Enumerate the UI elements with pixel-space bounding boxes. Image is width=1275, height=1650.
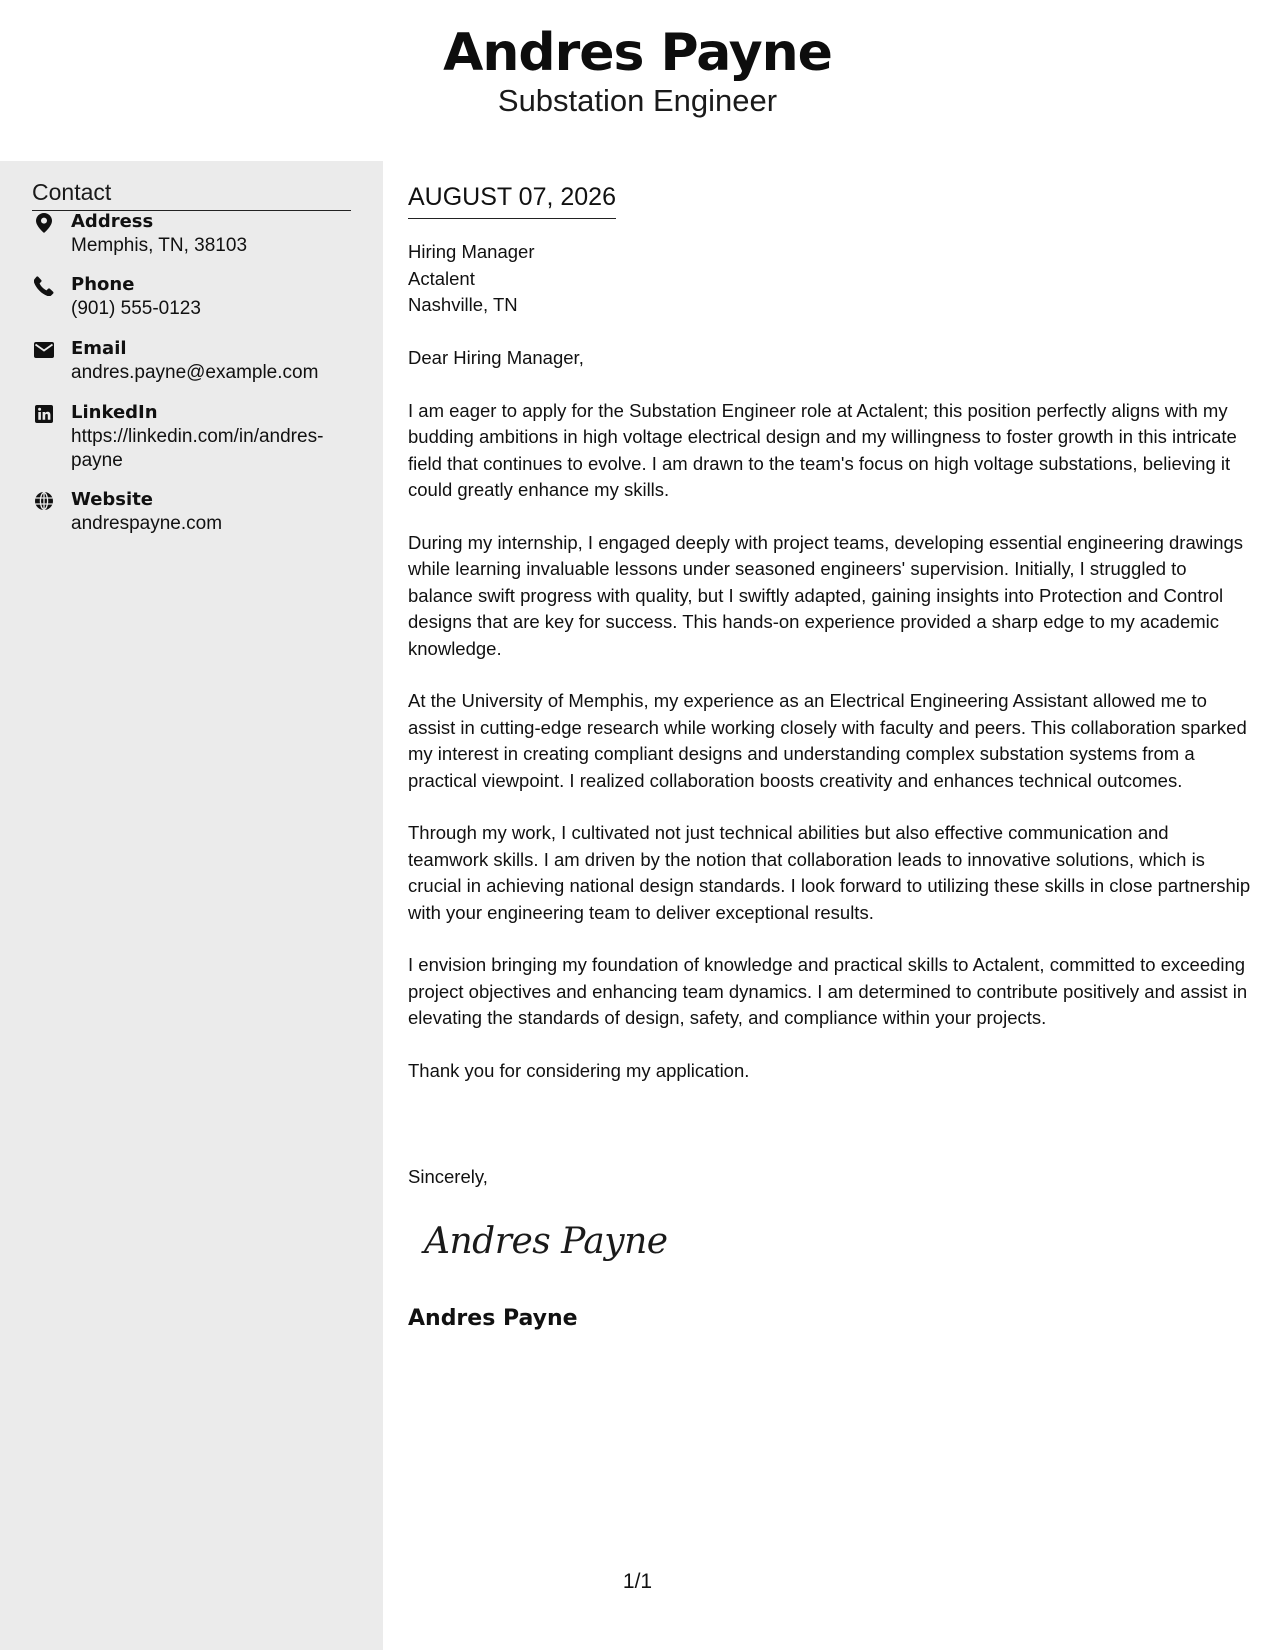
email-value[interactable]: andres.payne@example.com bbox=[71, 362, 319, 383]
contact-label: Address bbox=[71, 211, 154, 232]
website-value[interactable]: andrespayne.com bbox=[71, 513, 223, 534]
recipient-block bbox=[408, 239, 534, 319]
phone-icon bbox=[32, 274, 56, 298]
map-pin-icon bbox=[32, 211, 56, 235]
recipient-name: Hiring Manager bbox=[408, 241, 535, 262]
paragraph-intro: I am eager to apply for the Substation Engineer role at Actalent; this position perfectly aligns with my budding ambitions in high voltage electrical design and my willingness to foster growth in this intricate field that continues to evolve. I am drawn to the team's focus on high voltage substations, believing it could greatly enhance my skills. bbox=[408, 400, 1237, 501]
linkedin-value[interactable]: https://linkedin.com/in/andres-payne bbox=[71, 426, 324, 471]
letter-header bbox=[0, 0, 1275, 161]
letter-date: AUGUST 07, 2026 bbox=[408, 181, 616, 219]
paragraph-skills: Through my work, I cultivated not just technical abilities but also effective communication and teamwork skills. I am driven by the notion that collaboration leads to innovative solutions, which is crucial in achieving national design standards. I look forward to utilizing these skills in close partnership with your engineering team to deliver exceptional results. bbox=[408, 822, 1251, 923]
paragraph-university: At the University of Memphis, my experience as an Electrical Engineering Assistant allowed me to assist in cutting-edge research while working closely with faculty and peers. This collaboration sparked my interest in creating compliant designs and understanding complex substation systems from a practical viewpoint. I realized collaboration boosts creativity and enhances technical outcomes. bbox=[408, 690, 1247, 791]
contact-label: Email bbox=[71, 338, 127, 359]
paragraph-vision: I envision bringing my foundation of knowledge and practical skills to Actalent, committed to exceeding project objectives and enhancing team dynamics. I am determined to contribute positively and assist in elevating the standards of design, safety, and compliance within your projects. bbox=[408, 954, 1248, 1029]
contact-heading: Contact bbox=[32, 177, 351, 211]
paragraph-internship: During my internship, I engaged deeply with project teams, developing essential engineering drawings while learning invaluable lessons under seasoned engineers' supervision. Initially, I struggled to balance swift progress with quality, but I swiftly adapted, gaining insights into Protection and Control designs that are key for success. This hands-on experience provided a sharp edge to my academic knowledge. bbox=[408, 532, 1244, 659]
contact-label: Phone bbox=[71, 274, 135, 295]
paragraph-thanks: Thank you for considering my application. bbox=[408, 1060, 750, 1082]
linkedin-icon bbox=[32, 402, 56, 426]
salutation: Dear Hiring Manager, bbox=[408, 347, 584, 368]
page-number: 1/1 bbox=[622, 1570, 653, 1593]
phone-value: (901) 555-0123 bbox=[71, 298, 201, 319]
closing-line: Sincerely, bbox=[408, 1166, 488, 1187]
contact-label: LinkedIn bbox=[71, 402, 158, 423]
applicant-name: Andres Payne bbox=[443, 23, 832, 83]
handwritten-signature bbox=[418, 1211, 678, 1271]
globe-icon bbox=[32, 489, 56, 513]
envelope-icon bbox=[32, 338, 56, 362]
applicant-job-title: Substation Engineer bbox=[497, 83, 778, 118]
signer-name: Andres Payne bbox=[408, 1306, 578, 1331]
contact-label: Website bbox=[71, 489, 154, 510]
address-value: Memphis, TN, 38103 bbox=[71, 235, 248, 256]
recipient-company: Actalent bbox=[408, 267, 475, 289]
recipient-location: Nashville, TN bbox=[408, 294, 518, 315]
letter-paragraphs bbox=[408, 398, 1253, 1111]
contact-sidebar bbox=[0, 161, 383, 1650]
signature-text: Andres Payne bbox=[424, 1221, 668, 1262]
